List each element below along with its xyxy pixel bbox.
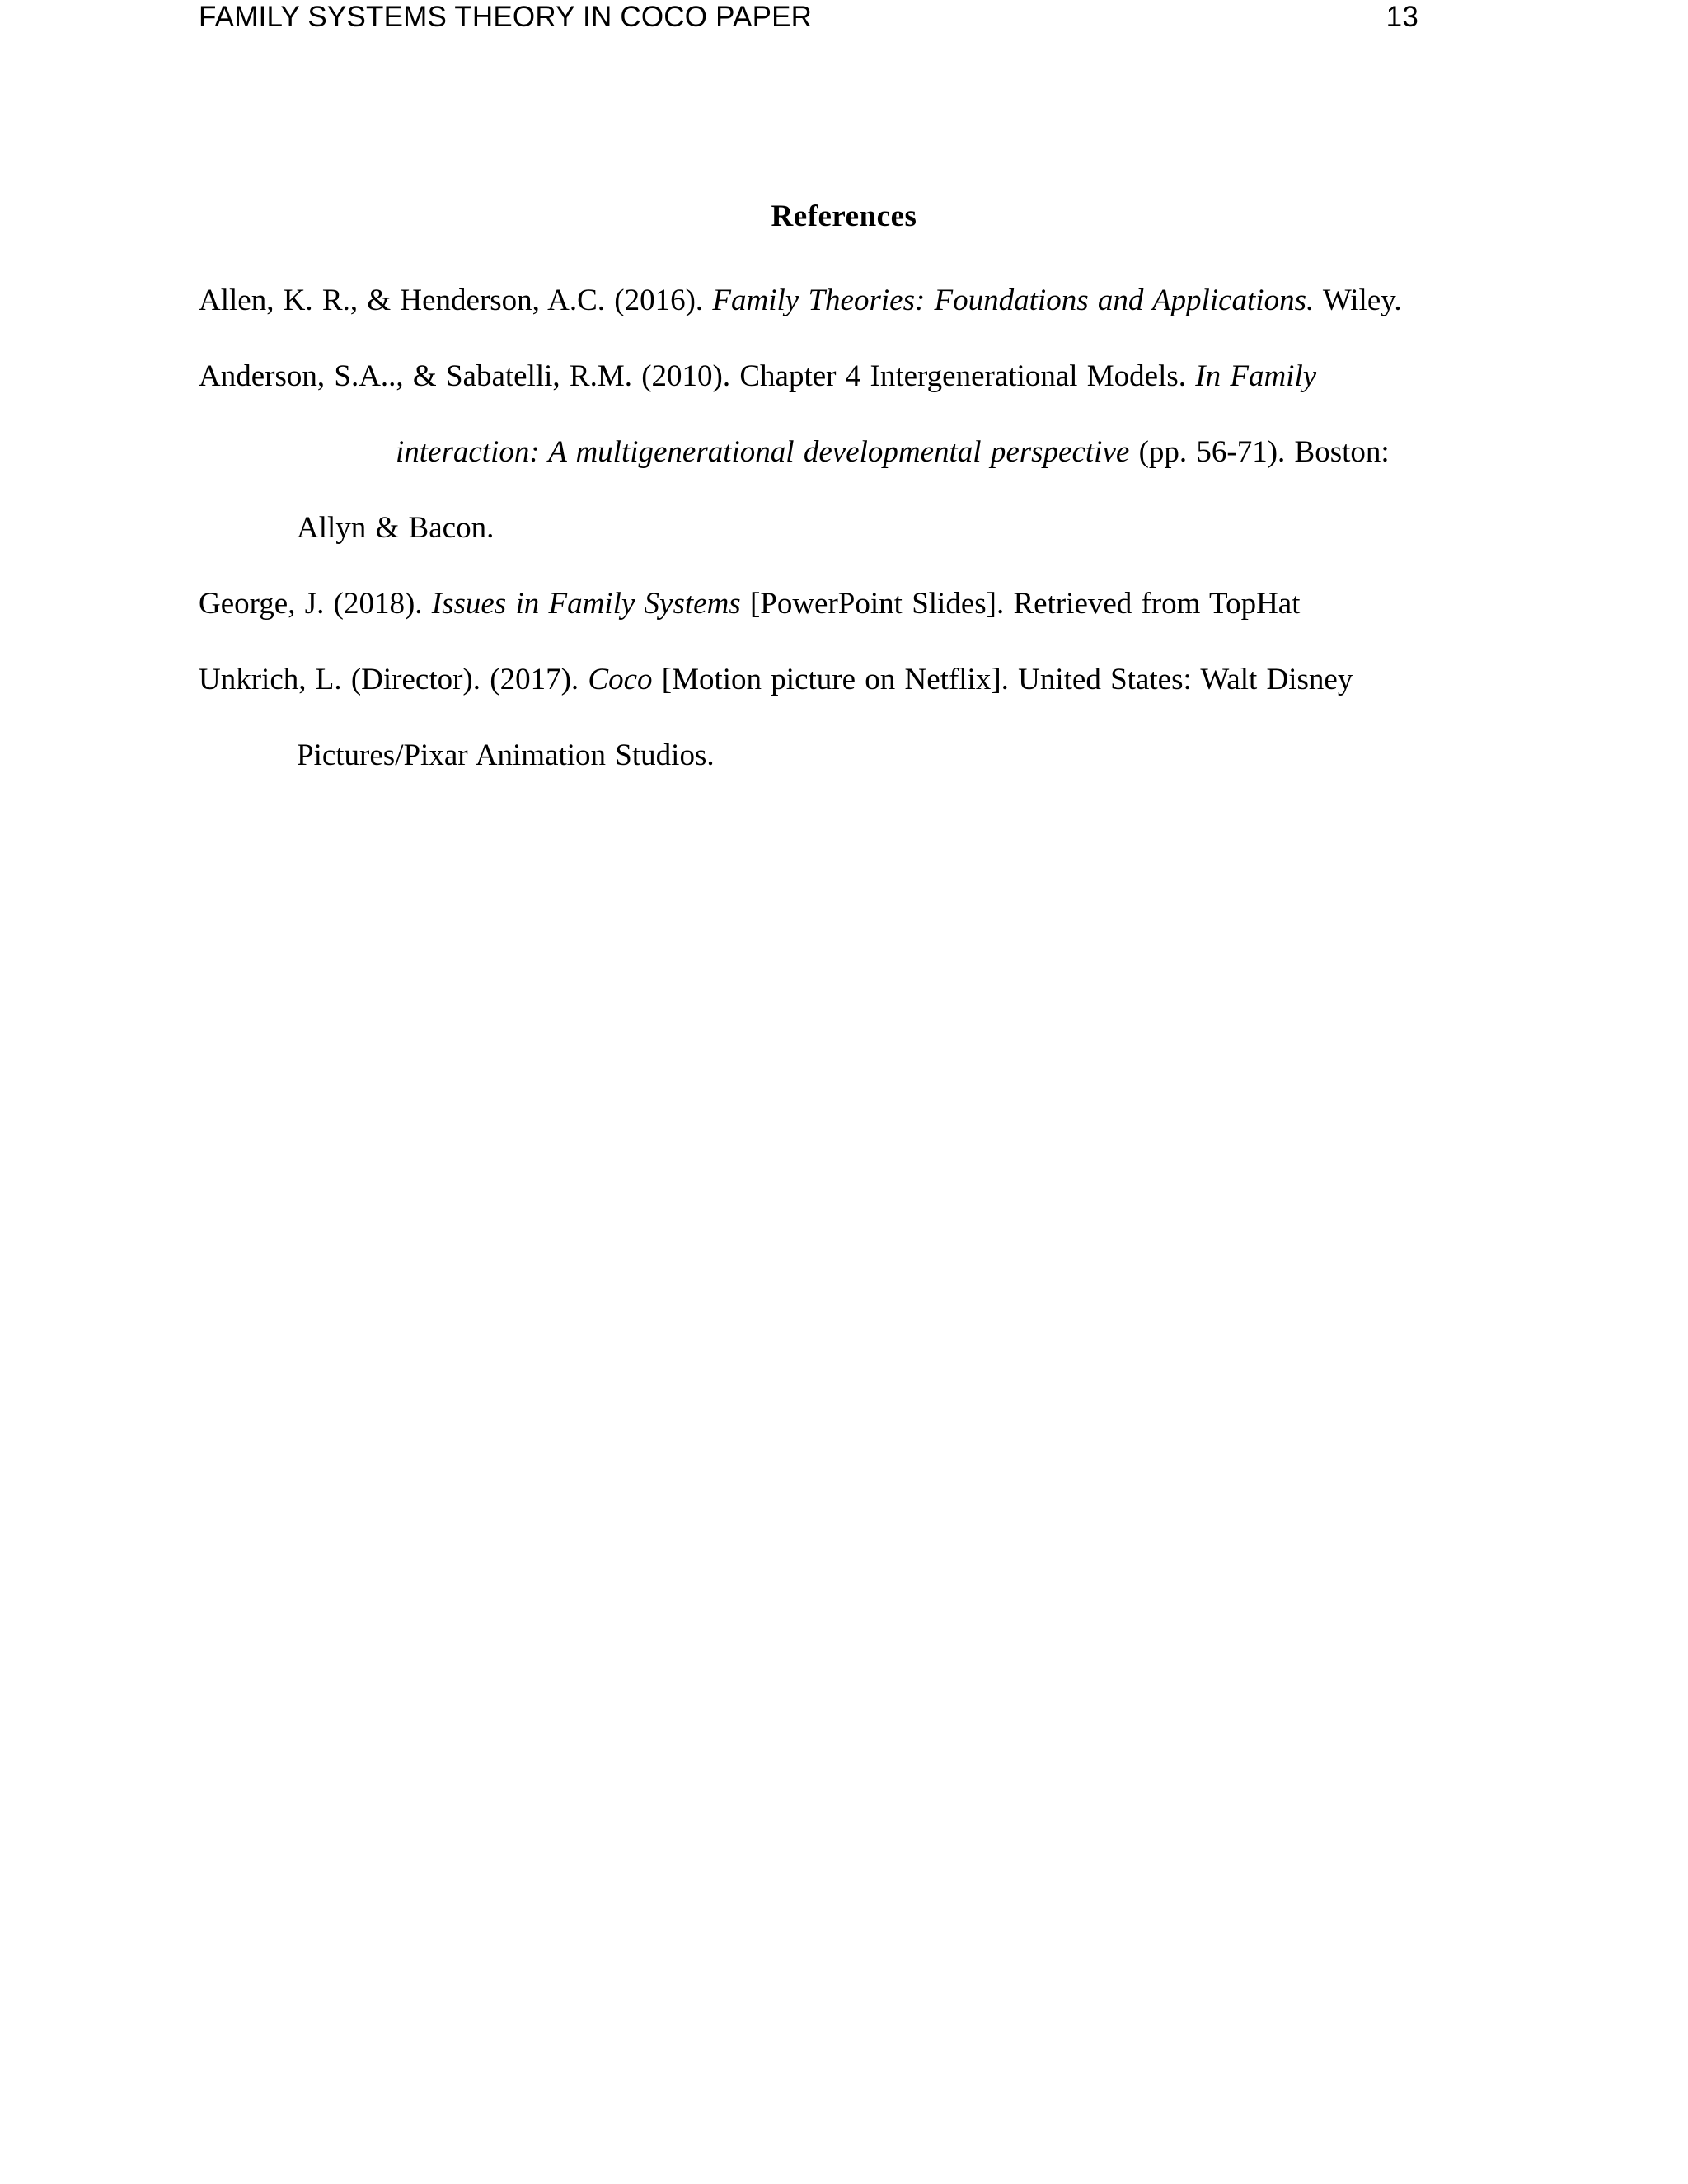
reference-allen-line-1 <box>199 280 1402 321</box>
reference-anderson-line-1 <box>199 356 1316 397</box>
reference-text: Pictures/Pixar Animation Studios. <box>297 738 715 772</box>
reference-text: Wiley. <box>1314 284 1402 317</box>
reference-text: George, J. (2018). <box>199 587 432 621</box>
reference-italic-title: interaction: A multigenerational developmental perspective <box>396 435 1130 469</box>
references-heading: References <box>771 199 917 233</box>
reference-text: [PowerPoint Slides]. Retrieved from TopHat <box>740 587 1301 621</box>
reference-george-line-1 <box>199 583 1301 625</box>
reference-italic-title: Family Theories: Foundations and Applications. <box>712 284 1315 317</box>
reference-text: [Motion picture on Netflix]. United States: Walt Disney <box>652 663 1353 696</box>
reference-italic-title: In Family <box>1195 359 1317 393</box>
reference-italic-title: Issues in Family Systems <box>431 587 741 621</box>
reference-text: Anderson, S.A.., & Sabatelli, R.M. (2010). Chapter 4 Intergenerational Models. <box>199 359 1196 393</box>
running-head <box>199 0 1418 35</box>
reference-anderson-line-3 <box>297 508 494 549</box>
page-number: 13 <box>1386 1 1418 33</box>
running-head-title: FAMILY SYSTEMS THEORY IN COCO PAPER <box>199 1 813 33</box>
reference-text: (pp. 56-71). Boston: <box>1129 435 1390 469</box>
reference-text: Allen, K. R., & Henderson, A.C. (2016). <box>199 284 713 317</box>
reference-unkrich-line-2 <box>297 735 715 776</box>
reference-unkrich-line-1 <box>199 659 1353 701</box>
reference-text: Allyn & Bacon. <box>297 511 495 545</box>
reference-anderson-line-2 <box>396 432 1390 473</box>
reference-text: Unkrich, L. (Director). (2017). <box>199 663 588 696</box>
reference-italic-title: Coco <box>588 663 653 696</box>
